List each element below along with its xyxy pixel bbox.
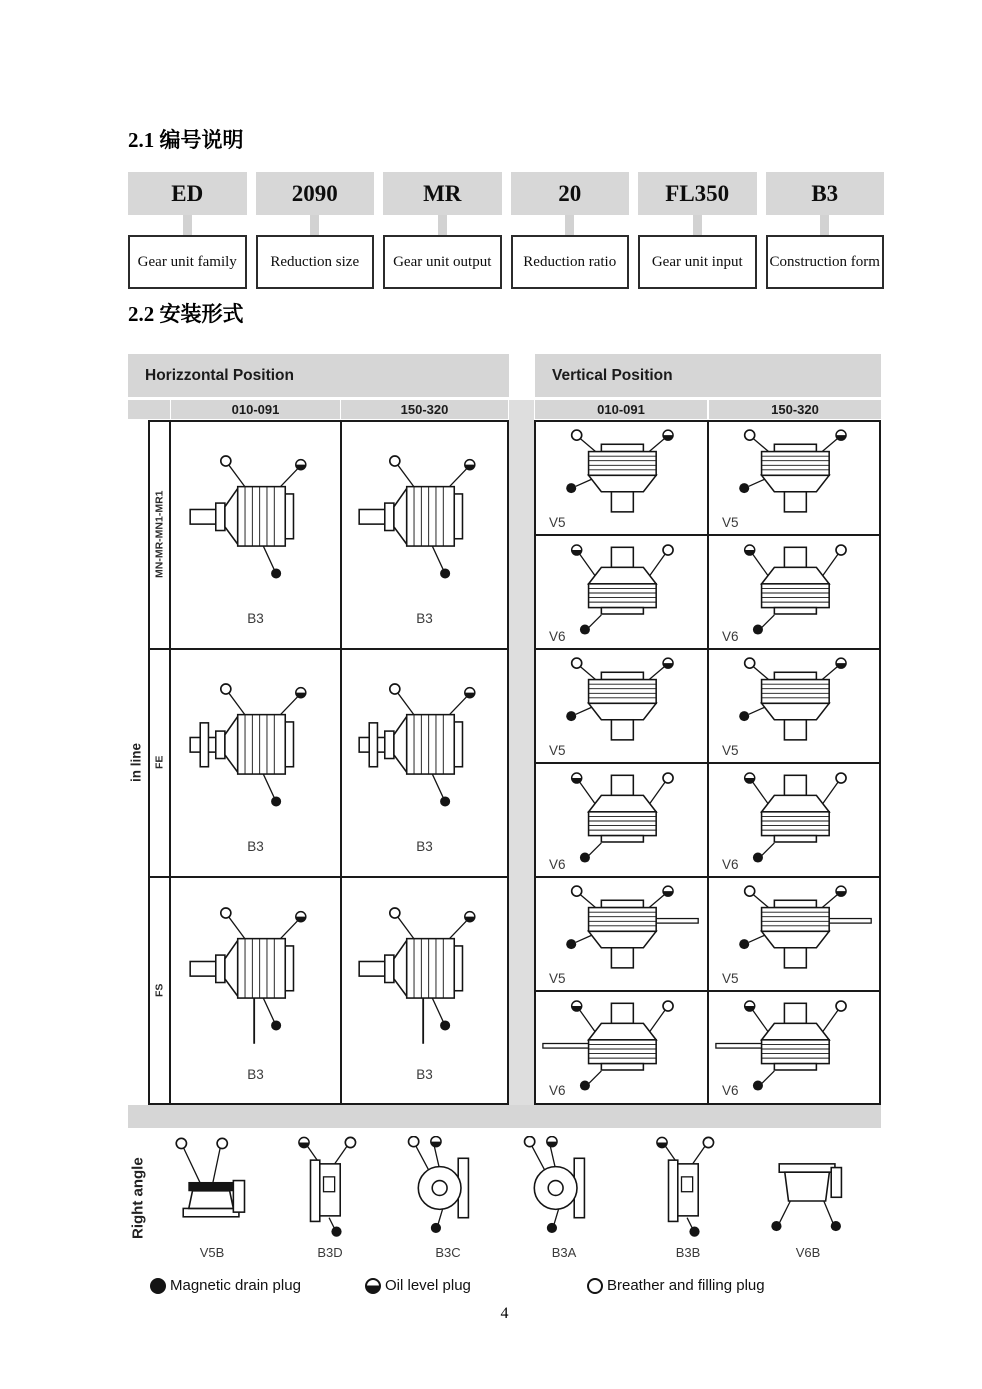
mounting-cell [536, 764, 705, 876]
gear-unit-v6b-drawing [756, 1136, 860, 1240]
mounting-code-label: V5 [722, 743, 739, 758]
mounting-code-label: V6 [722, 1083, 739, 1098]
mounting-code-label: V6 [549, 1083, 566, 1098]
mounting-code-label: B3 [247, 1067, 264, 1082]
code-description: Gear unit family [128, 235, 247, 289]
connector-line [766, 215, 885, 235]
right-angle-item [393, 1132, 503, 1266]
horizontal-position-header: Horizzontal Position [128, 354, 509, 397]
vertical-position-header: Vertical Position [535, 354, 881, 397]
legend-label: Breather and filling plug [607, 1277, 765, 1294]
mounting-cell [536, 536, 705, 648]
gear-unit-b3-drawing [173, 892, 339, 1052]
size-range-header: 150-320 [709, 400, 881, 419]
mounting-cell [536, 992, 705, 1102]
right-angle-item [157, 1132, 267, 1266]
gear-unit-b3d-drawing [278, 1136, 382, 1240]
size-range-header: 010-091 [171, 400, 340, 419]
mounting-code-label: B3 [416, 611, 433, 626]
code-description: Gear unit output [383, 235, 502, 289]
right-angle-item [753, 1132, 863, 1266]
gear-unit-b3a-drawing [512, 1136, 616, 1240]
mounting-cell [709, 878, 879, 990]
grid-line [148, 420, 150, 1105]
mounting-code-label: V6B [795, 1245, 821, 1260]
code-value: 20 [511, 172, 630, 215]
mounting-code-label: V5B [199, 1245, 225, 1260]
mounting-code-label: B3C [435, 1245, 461, 1260]
mounting-code-label: V6 [549, 857, 566, 872]
gear-unit-v5-drawing [541, 654, 701, 749]
mounting-cell [536, 422, 705, 534]
connector-line [128, 215, 247, 235]
legend-item [587, 1277, 765, 1294]
mounting-cell [709, 650, 879, 762]
mounting-code-label: B3 [416, 1067, 433, 1082]
page-number: 4 [500, 1305, 509, 1322]
size-range-header: 150-320 [341, 400, 508, 419]
mounting-cell [342, 650, 507, 876]
mounting-code-label: V5 [722, 515, 739, 530]
right-angle-item [275, 1132, 385, 1266]
mounting-cell [171, 650, 340, 876]
mounting-code-label: V6 [549, 629, 566, 644]
gear-unit-v6-drawing [541, 996, 701, 1091]
legend-label: Magnetic drain plug [170, 1277, 301, 1294]
mounting-code-label: V5 [549, 971, 566, 986]
row-label-mn-mr: MN-MR-MN1-MR1 [153, 490, 166, 578]
in-line-side-label: in line [128, 742, 144, 782]
mounting-cell [171, 878, 340, 1104]
code-column [383, 172, 502, 289]
mounting-code-label: B3 [416, 839, 433, 854]
code-column [128, 172, 247, 289]
code-column [511, 172, 630, 289]
code-description: Reduction size [256, 235, 375, 289]
row-label-fe: FE [153, 755, 166, 769]
row-label-fs: FS [153, 983, 166, 997]
connector-line [638, 215, 757, 235]
section-2-1-title: 2.1 编号说明 [128, 128, 244, 152]
right-angle-item [509, 1132, 619, 1266]
mounting-code-label: V5 [722, 971, 739, 986]
gear-unit-b3-drawing [173, 668, 339, 828]
legend-item [150, 1277, 301, 1294]
table-gap [509, 400, 534, 1128]
mounting-code-label: V6 [722, 629, 739, 644]
mounting-code-label: V6 [722, 857, 739, 872]
oil-level-plug-icon [365, 1278, 381, 1294]
gear-unit-b3-drawing [342, 440, 507, 600]
mounting-code-label: V5 [549, 743, 566, 758]
mounting-code-label: B3D [317, 1245, 343, 1260]
gear-unit-v5-drawing [714, 654, 874, 749]
code-value: FL350 [638, 172, 757, 215]
mounting-cell [536, 650, 705, 762]
mounting-code-label: B3 [247, 611, 264, 626]
gear-unit-v5b-drawing [160, 1136, 264, 1240]
code-value: 2090 [256, 172, 375, 215]
mounting-cell [709, 764, 879, 876]
mounting-cell [536, 878, 705, 990]
gear-unit-v5-drawing [714, 426, 874, 521]
code-column [256, 172, 375, 289]
gear-unit-v6-drawing [541, 768, 701, 863]
connector-line [511, 215, 630, 235]
plug-legend [125, 1277, 884, 1301]
mounting-cell [709, 992, 879, 1102]
gear-unit-b3c-drawing [396, 1136, 500, 1240]
gear-unit-v6-drawing [541, 540, 701, 635]
code-designation-table [128, 172, 884, 289]
gear-unit-v6-drawing [714, 768, 874, 863]
code-value: ED [128, 172, 247, 215]
legend-item [365, 1277, 471, 1294]
right-angle-section [125, 1132, 884, 1272]
mounting-cell [709, 536, 879, 648]
code-description: Construction form [766, 235, 885, 289]
legend-label: Oil level plug [385, 1277, 471, 1294]
code-description: Reduction ratio [511, 235, 630, 289]
breather-filling-plug-icon [587, 1278, 603, 1294]
connector-line [256, 215, 375, 235]
code-description: Gear unit input [638, 235, 757, 289]
gear-unit-v6-drawing [714, 996, 874, 1091]
mounting-cell [171, 422, 340, 648]
gear-unit-b3-drawing [342, 668, 507, 828]
right-angle-side-label: Right angle [129, 1157, 147, 1239]
section-2-2-title: 2.2 安装形式 [128, 302, 244, 326]
table-bottom-band [128, 1105, 881, 1128]
mounting-code-label: B3A [551, 1245, 577, 1260]
connector-line [383, 215, 502, 235]
gear-unit-b3b-drawing [636, 1136, 740, 1240]
gear-unit-b3-drawing [173, 440, 339, 600]
gear-unit-v5-drawing [714, 882, 874, 977]
subheader-filler [128, 400, 170, 419]
mounting-cell [342, 422, 507, 648]
mounting-code-label: B3 [247, 839, 264, 854]
gear-unit-v5-drawing [541, 426, 701, 521]
gear-unit-v5-drawing [541, 882, 701, 977]
code-column [638, 172, 757, 289]
mounting-code-label: V5 [549, 515, 566, 530]
mounting-code-label: B3B [675, 1245, 701, 1260]
code-value: B3 [766, 172, 885, 215]
mounting-positions-figure [125, 352, 884, 1128]
gear-unit-b3-drawing [342, 892, 507, 1052]
mounting-cell [709, 422, 879, 534]
gear-unit-v6-drawing [714, 540, 874, 635]
magnetic-drain-plug-icon [150, 1278, 166, 1294]
code-value: MR [383, 172, 502, 215]
mounting-cell [342, 878, 507, 1104]
size-range-header: 010-091 [535, 400, 707, 419]
code-column [766, 172, 885, 289]
right-angle-item [633, 1132, 743, 1266]
